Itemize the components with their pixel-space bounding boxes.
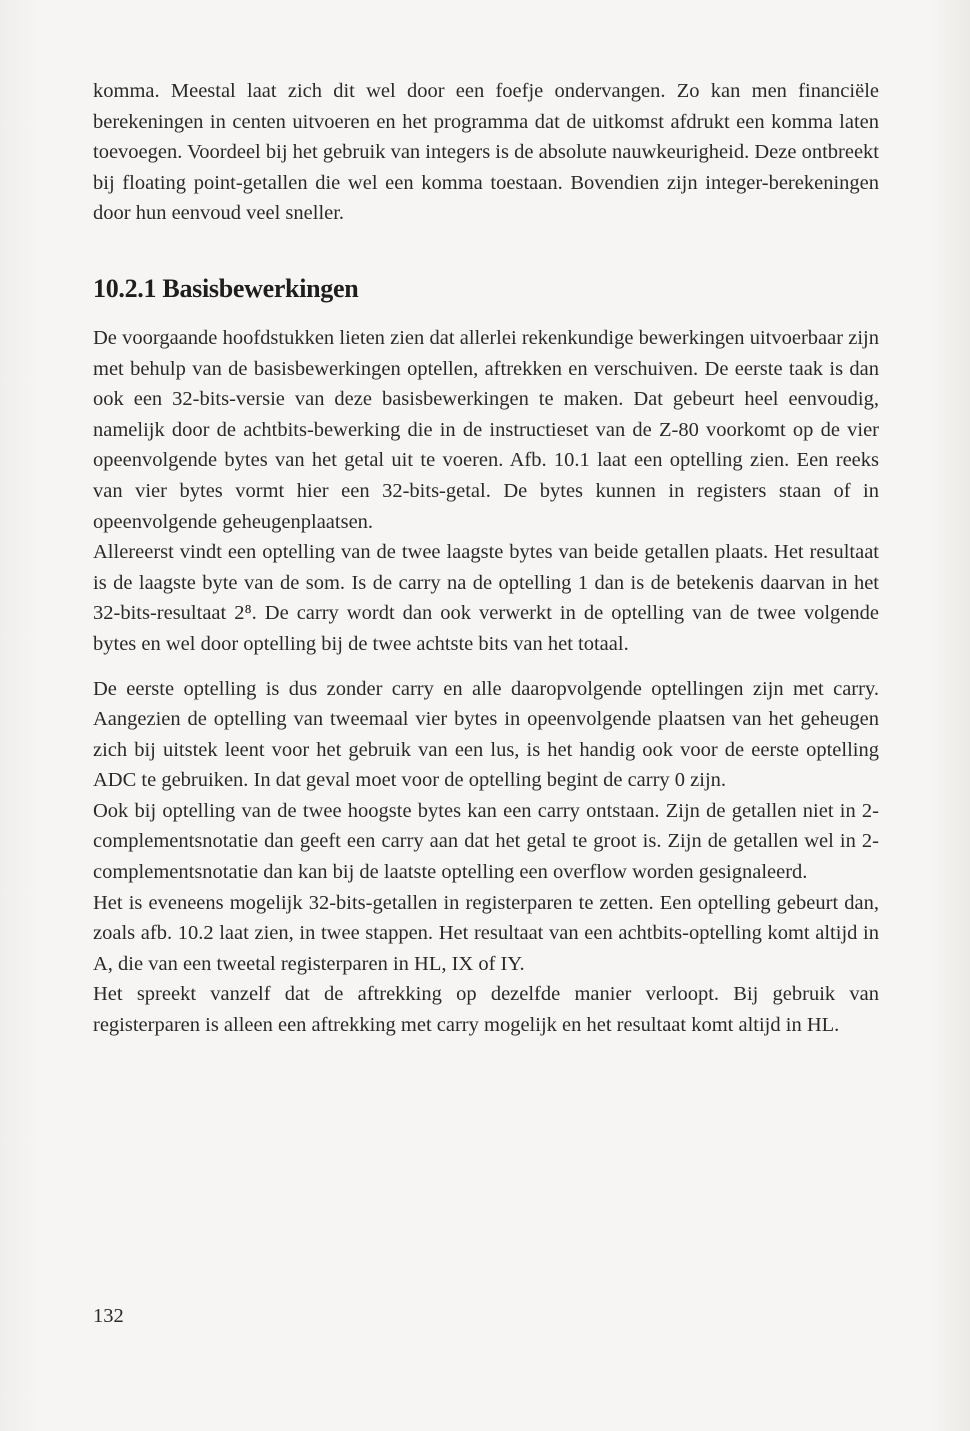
paragraph-intro: komma. Meestal laat zich dit wel door een foefje ondervangen. Zo kan men financiële berekeningen in centen uitvoeren en het programma dat de uitkomst afdrukt een komma laten toevoegen. Voordeel bij het gebruik van integers is de absolute nauwkeurigheid. Deze ontbreekt bij floating point-getallen die wel een komma toestaan. Bovendien zijn integer-berekeningen door hun eenvoud veel sneller. — [93, 80, 879, 225]
page-number: 132 — [93, 1305, 124, 1327]
paragraph-hoogste-bytes: Ook bij optelling van de twee hoogste bytes kan een carry ontstaan. Zijn de getallen niet in 2-complementsnotatie dan geeft een carry aan dat het getal te groot is. Zijn de getallen wel in 2-complementsnotatie dan kan bij de laatste optelling een overflow worden gesignaleerd. — [93, 799, 879, 884]
paragraph-laagste-bytes: Allereerst vindt een optelling van de twee laagste bytes van beide getallen plaats. Het resultaat is de laagste byte van de som. Is de carry na de optelling 1 dan is de betekenis daarvan in het 32-bits-resultaat 2⁸. De carry wordt dan ook verwerkt in de optelling van de twee volgende bytes en wel door optelling bij de twee achtste bits van het totaal. — [93, 541, 879, 655]
section-heading: 10.2.1 Basisbewerkingen — [93, 273, 359, 303]
paragraph-basisbewerkingen: De voorgaande hoofdstukken lieten zien dat allerlei rekenkundige bewerkingen uitvoerbaar zijn met behulp van de basisbewerkingen optellen, aftrekken en verschuiven. De eerste taak is dan ook een 32-bits-versie van deze basisbewerkingen te maken. Dat gebeurt heel eenvoudig, namelijk door de achtbits-bewerking die in de instructieset van de Z-80 voorkomt op de vier opeenvolgende bytes van het getal uit te voeren. Afb. 10.1 laat een optelling zien. Een reeks van vier bytes vormt hier een 32-bits-getal. De bytes kunnen in registers staan of in opeenvolgende geheugenplaatsen. — [93, 326, 879, 533]
paragraph-aftrekking: Het spreekt vanzelf dat de aftrekking op dezelfde manier verloopt. Bij gebruik van registerparen is alleen een aftrekking met carry mogelijk en het resultaat komt altijd in HL. — [93, 983, 879, 1037]
page-content — [93, 76, 879, 1041]
paragraph-eerste-optelling: De eerste optelling is dus zonder carry en alle daaropvolgende optellingen zijn met carry. Aangezien de optelling van tweemaal vier bytes in opeenvolgende plaatsen van het geheugen zich bij uitstek leent voor het gebruik van een lus, is het handig ook voor de eerste optelling ADC te gebruiken. In dat geval moet voor de optelling begint de carry 0 zijn. — [93, 677, 879, 792]
paragraph-registerparen: Het is eveneens mogelijk 32-bits-getallen in registerparen te zetten. Een optelling gebeurt dan, zoals afb. 10.2 laat zien, in twee stappen. Het resultaat van een achtbits-optelling komt altijd in A, die van een tweetal registerparen in HL, IX of IY. — [93, 891, 879, 975]
